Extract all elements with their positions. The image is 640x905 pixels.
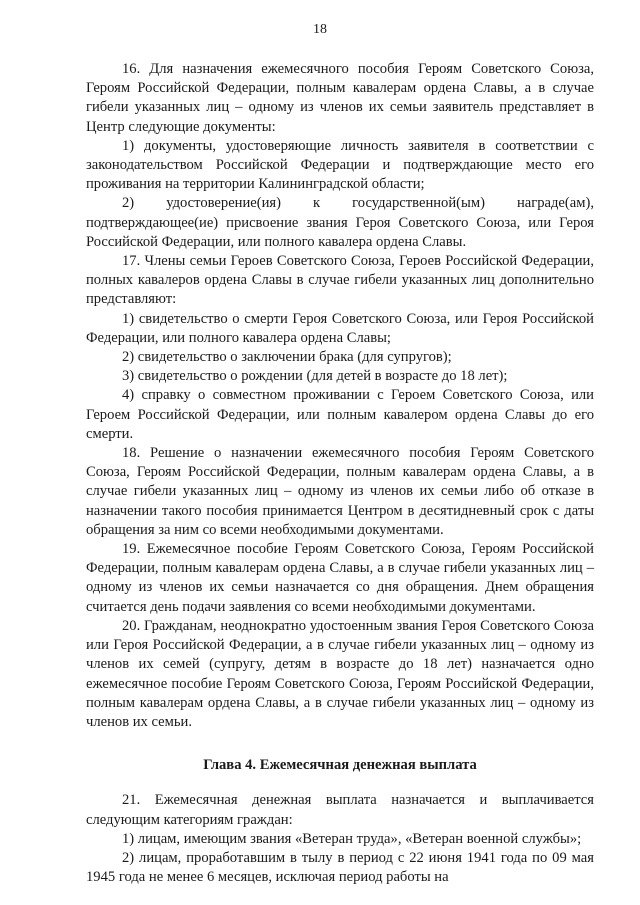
paragraph-16-item-1: 1) документы, удостоверяющие личность заявителя в соответствии с законодательством Российской Федерации и подтверждающие место его проживания на территории Калининградской области; — [86, 137, 594, 193]
paragraph-17-item-1: 1) свидетельство о смерти Героя Советского Союза, или Героя Российской Федерации, или полного кавалера ордена Славы; — [86, 310, 594, 346]
paragraph-16: 16. Для назначения ежемесячного пособия Героям Советского Союза, Героям Российской Федерации, полным кавалерам ордена Славы, а в случае гибели указанных лиц – одному из членов их семьи заявитель представляет в Центр следующие документы: — [86, 61, 594, 135]
paragraph-20: 20. Гражданам, неоднократно удостоенным звания Героя Советского Союза или Героя Российской Федерации, а в случае гибели указанных лиц – одному из членов их семей (супругу, детям в возрасте до 18 лет) назначается одно ежемесячное пособие Героям Советского Союза, Героям Российской Федерации, полным кавалерам ордена Славы, а в случае гибели указанных лиц – одному из членов их семьи. — [86, 617, 594, 730]
page-number: 18 — [313, 22, 327, 37]
paragraph-21: 21. Ежемесячная денежная выплата назначается и выплачивается следующим категориям граждан: — [86, 792, 594, 828]
paragraph-21-item-1: 1) лицам, имеющим звания «Ветеран труда», «Ветеран военной службы»; — [122, 830, 582, 847]
paragraph-17: 17. Члены семьи Героев Советского Союза, Героев Российской Федерации, полных кавалеров ордена Славы в случае гибели указанных лиц дополнительно представляют: — [86, 253, 594, 308]
paragraph-17-item-2: 2) свидетельство о заключении брака (для супругов); — [122, 349, 452, 366]
paragraph-19: 19. Ежемесячное пособие Героям Советского Союза, Героям Российской Федерации, полным кавалерам ордена Славы, а в случае гибели указанных лиц – одному из членов их семьи назначается со дня обращения. Днем обращения считается день подачи заявления со всеми необходимыми документами. — [86, 541, 594, 615]
paragraph-18: 18. Решение о назначении ежемесячного пособия Героям Советского Союза, Героям Российской Федерации, полным кавалерам ордена Славы, а в случае гибели указанных лиц – одному из членов их семьи либо об отказе в назначении такого пособия принимается Центром в десятидневный срок с даты обращения за ним со всеми необходимыми документами. — [86, 445, 594, 538]
paragraph-16-item-2: 2) удостоверение(ия) к государственной(ым) награде(ам), подтверждающее(ие) присвоение звания Героя Советского Союза, или Героя Российской Федерации, или полного кавалера ордена Славы. — [86, 195, 594, 250]
paragraph-17-item-4: 4) справку о совместном проживании с Героем Советского Союза, или Героем Российской Федерации, или полным кавалером ордена Славы до его смерти. — [86, 387, 594, 442]
paragraph-17-item-3: 3) свидетельство о рождении (для детей в возрасте до 18 лет); — [122, 368, 508, 385]
chapter-heading: Глава 4. Ежемесячная денежная выплата — [203, 757, 477, 774]
paragraph-21-item-2: 2) лицам, проработавшим в тылу в период с 22 июня 1941 года по 09 мая 1945 года не менее 6 месяцев, исключая период работы на — [86, 849, 594, 886]
document-body — [86, 60, 594, 887]
